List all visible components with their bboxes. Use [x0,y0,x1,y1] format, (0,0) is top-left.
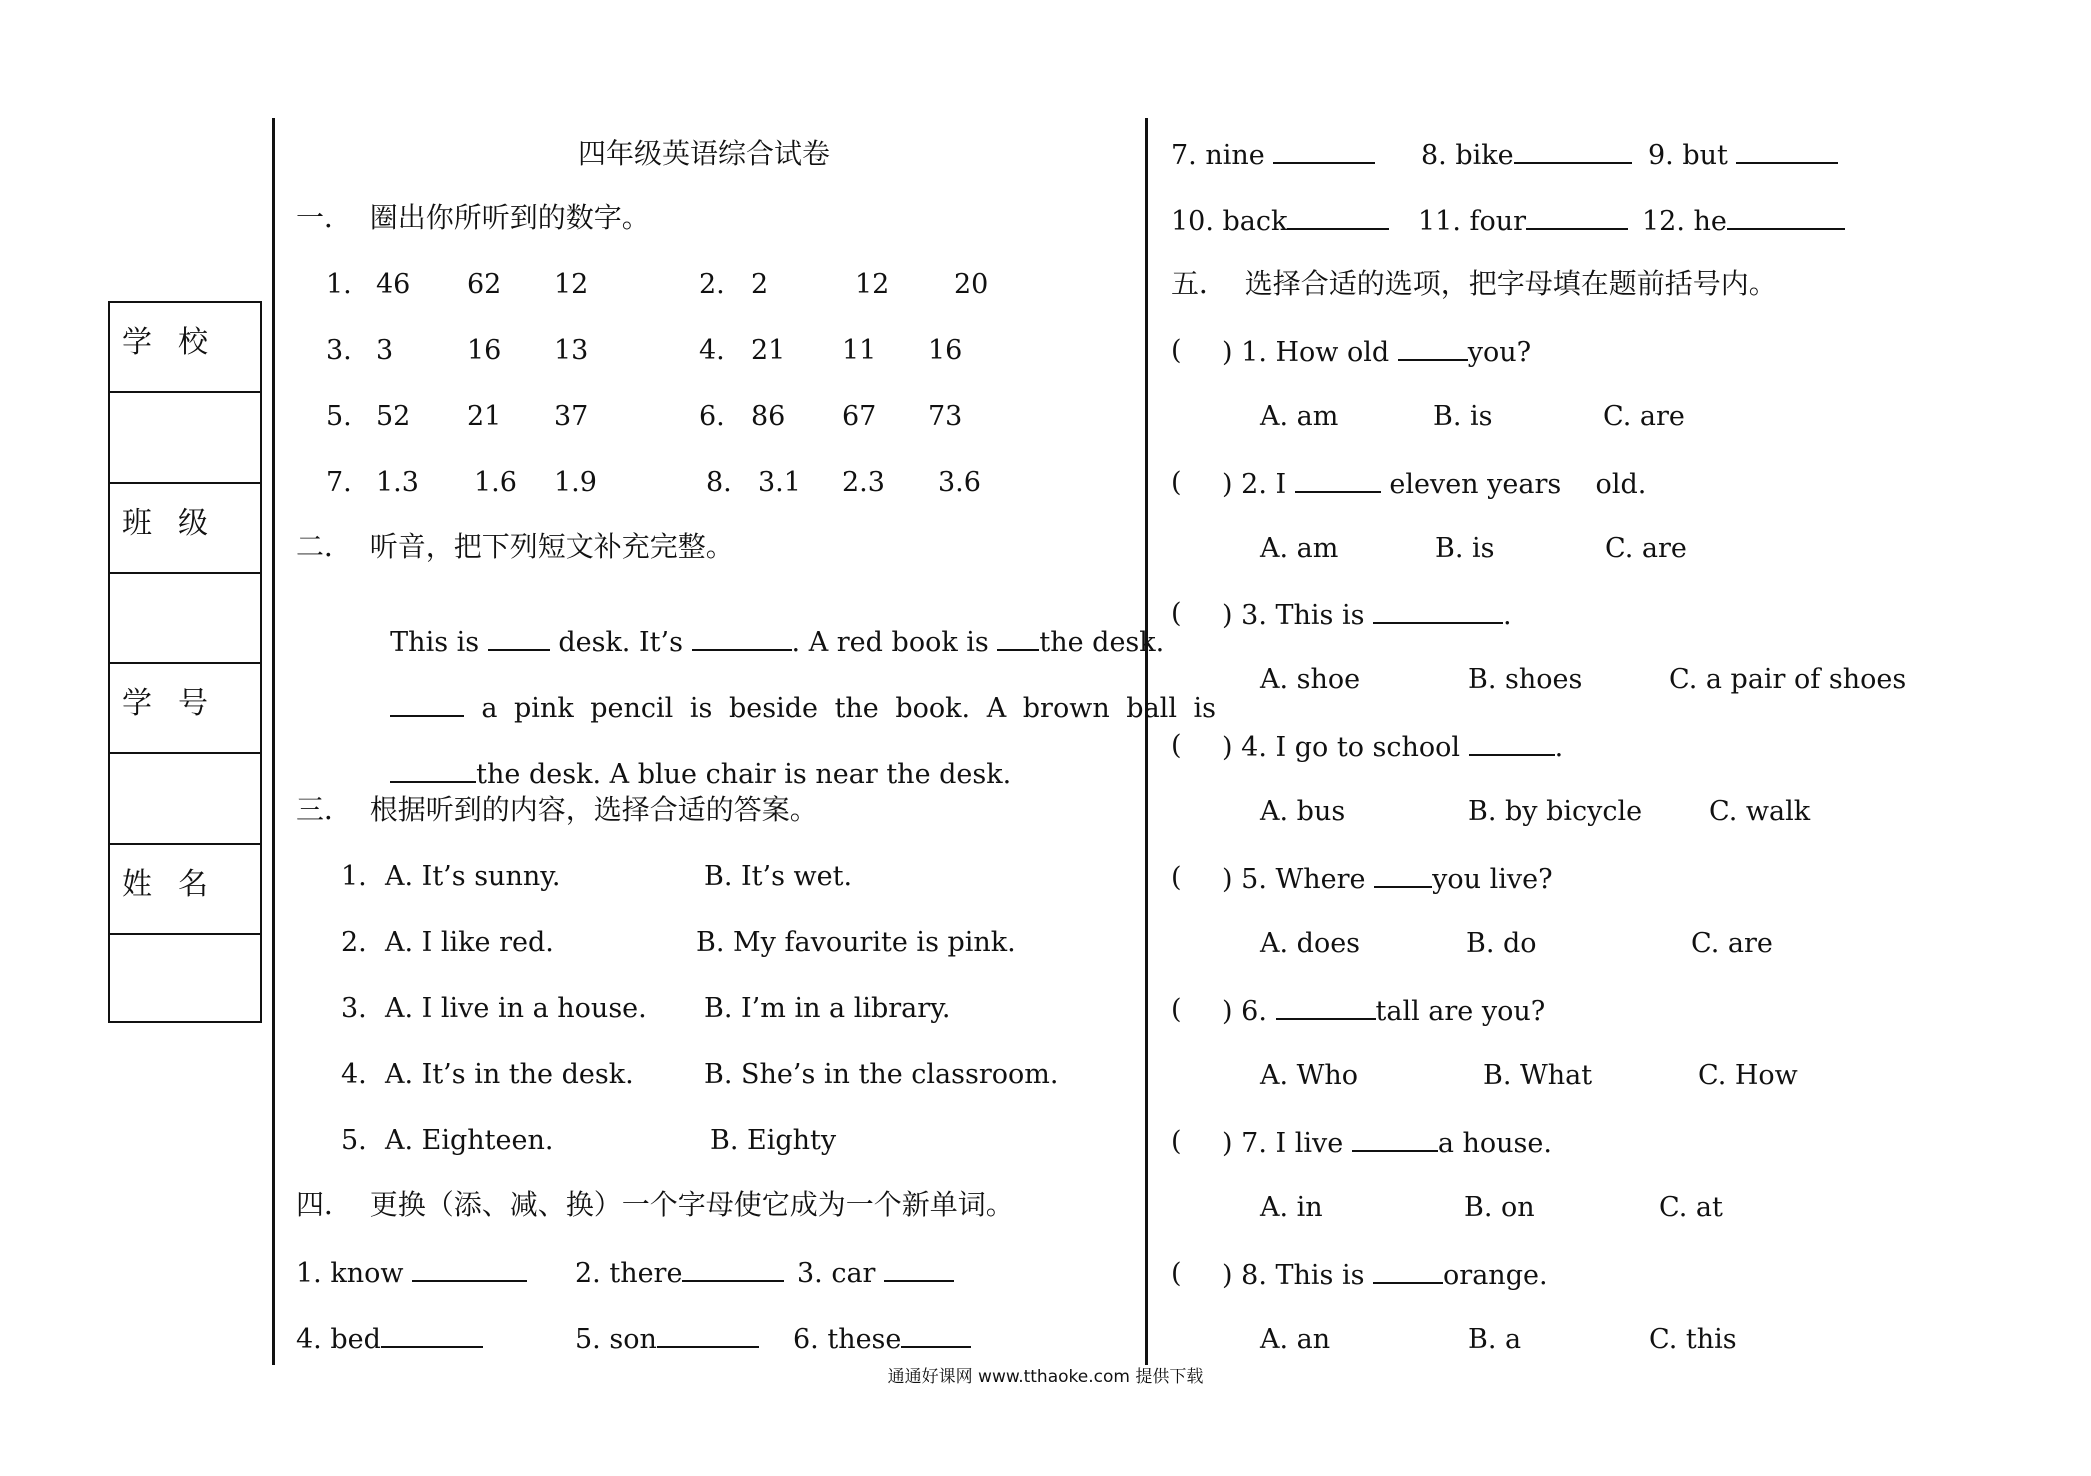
s3-item-4-num: 4. [341,1059,367,1090]
s5-q2-answer-slot[interactable] [1190,469,1220,495]
s1-row-3-opt: 21 [467,401,502,432]
s5-q6-option-a[interactable]: A. Who [1260,1060,1359,1091]
s3-item-2-a: A. I like red. [385,927,554,958]
s4-blank-4[interactable] [381,1324,483,1348]
s2-blank-2[interactable] [692,627,792,651]
s1-row-2-opt: 16 [928,335,963,366]
s3-item-1-b: B. It’s wet. [704,861,853,892]
info-name-field[interactable] [110,935,260,1025]
s5-q6-text: ) 6. tall are you? [1222,996,1546,1027]
s1-row-4-opt: 1.9 [554,467,597,498]
s5-q7-option-b[interactable]: B. on [1464,1192,1535,1223]
s4-word-4: 4. bed [296,1324,483,1353]
s5-q4-blank[interactable] [1469,732,1555,756]
s4-blank-3[interactable] [884,1258,954,1282]
s5-q8-option-b[interactable]: B. a [1468,1324,1522,1355]
s1-row-2-opt: 11 [842,335,877,366]
s5-q7-blank[interactable] [1352,1128,1438,1152]
s5-q2-blank[interactable] [1295,469,1381,493]
s5-q3-option-c[interactable]: C. a pair of shoes [1669,664,1907,695]
s5-q4-answer-slot[interactable] [1190,732,1220,758]
s2-line-3: the desk. A blue chair is near the desk. [373,732,1011,788]
page-title: 四年级英语综合试卷 [578,137,831,170]
s1-row-3-num-b: 6. [699,401,725,432]
s5-q5-option-a[interactable]: A. does [1260,928,1361,959]
footer-source: 通通好课网 www.tthaoke.com 提供下载 [887,1367,1204,1387]
s4-blank-8[interactable] [1514,140,1632,164]
s5-q6-answer-slot[interactable] [1190,996,1220,1022]
section-5-heading: 五． 选择合适的选项，把字母填在题前括号内。 [1171,267,1777,300]
info-name-label: 姓名 [110,845,260,935]
s5-q3-open-paren: ( [1171,598,1182,629]
s2-blank-3[interactable] [997,627,1039,651]
s1-row-1-opt: 12 [554,269,589,300]
s1-row-2-num-a: 3. [326,335,352,366]
s5-q2-option-c[interactable]: C. are [1605,533,1687,564]
s5-q5-blank[interactable] [1374,864,1432,888]
s1-row-2-opt: 3 [376,335,394,366]
s5-q6-open-paren: ( [1171,994,1182,1025]
s5-q8-open-paren: ( [1171,1258,1182,1289]
s5-q7-text: ) 7. I live a house. [1222,1128,1552,1159]
s5-q5-answer-slot[interactable] [1190,864,1220,890]
s5-q8-option-a[interactable]: A. an [1260,1324,1331,1355]
s4-blank-1[interactable] [412,1258,527,1282]
s5-q3-blank[interactable] [1373,600,1503,624]
s4-word-9: 9. but [1648,140,1838,169]
s3-item-2-num: 2. [341,927,367,958]
s2-line-2: a pink pencil is beside the book. A brown ball is [373,666,1216,722]
section-2-heading: 二． 听音，把下列短文补充完整。 [296,530,734,563]
s5-q6-option-c[interactable]: C. How [1698,1060,1798,1091]
s5-q3-text: ) 3. This is . [1222,600,1512,631]
s1-row-4-opt: 1.6 [474,467,517,498]
s5-q4-text: ) 4. I go to school . [1222,732,1564,763]
s1-row-2-num-b: 4. [699,335,725,366]
s5-q5-option-c[interactable]: C. are [1691,928,1773,959]
s1-row-3-opt: 37 [554,401,589,432]
s2-blank-1[interactable] [488,627,550,651]
s1-row-3-opt: 86 [751,401,786,432]
s4-blank-6[interactable] [901,1324,971,1348]
s5-q8-text: ) 8. This is orange. [1222,1260,1548,1291]
s5-q7-answer-slot[interactable] [1190,1128,1220,1154]
s5-q4-option-c[interactable]: C. walk [1709,796,1811,827]
s3-item-3-b: B. I’m in a library. [704,993,951,1024]
info-number-field[interactable] [110,754,260,844]
s1-row-4-opt: 1.3 [376,467,419,498]
s4-word-11: 11. four [1418,206,1628,235]
s3-item-3-a: A. I live in a house. [385,993,647,1024]
s5-q7-open-paren: ( [1171,1126,1182,1157]
s5-q3-option-a[interactable]: A. shoe [1260,664,1361,695]
s1-row-3-num-a: 5. [326,401,352,432]
info-class-label: 班级 [110,484,260,574]
s1-row-4-opt: 2.3 [842,467,885,498]
s5-q1-text: ) 1. How old you? [1222,337,1532,368]
section-3-heading: 三． 根据听到的内容，选择合适的答案。 [296,793,818,826]
s5-q2-open-paren: ( [1171,467,1182,498]
s5-q5-text: ) 5. Where you live? [1222,864,1553,895]
s5-q4-open-paren: ( [1171,730,1182,761]
s5-q4-option-b[interactable]: B. by bicycle [1468,796,1643,827]
s1-row-4-opt: 3.1 [758,467,801,498]
info-number-label: 学号 [110,664,260,754]
s1-row-4-opt: 3.6 [938,467,981,498]
s5-q1-blank[interactable] [1398,337,1468,361]
s3-item-5-a: A. Eighteen. [385,1125,554,1156]
s4-word-12: 12. he [1642,206,1845,235]
s1-row-4-num-a: 7. [326,467,352,498]
s1-row-1-opt: 2 [751,269,769,300]
s4-word-1: 1. know [296,1258,527,1287]
student-info-box [108,301,262,1023]
section-4-heading: 四． 更换（添、减、换）一个字母使它成为一个新单词。 [296,1188,1014,1221]
s4-blank-12[interactable] [1727,206,1845,230]
s1-row-1-opt: 12 [855,269,890,300]
info-class-field[interactable] [110,574,260,664]
s4-blank-2[interactable] [682,1258,784,1282]
s4-word-5: 5. son [575,1324,759,1353]
left-rule [272,118,275,1365]
s4-blank-5[interactable] [657,1324,759,1348]
s5-q8-option-c[interactable]: C. this [1649,1324,1737,1355]
s3-item-3-num: 3. [341,993,367,1024]
s1-row-1-opt: 62 [467,269,502,300]
s1-row-4-num-b: 8. [706,467,732,498]
s1-row-3-opt: 52 [376,401,411,432]
s3-item-1-a: A. It’s sunny. [385,861,561,892]
s5-q1-answer-slot[interactable] [1190,337,1220,363]
s1-row-2-opt: 16 [467,335,502,366]
s5-q1-open-paren: ( [1171,335,1182,366]
s4-word-7: 7. nine [1171,140,1375,169]
s1-row-1-num-b: 2. [699,269,725,300]
s5-q8-blank[interactable] [1373,1260,1443,1284]
s1-row-3-opt: 67 [842,401,877,432]
s5-q5-open-paren: ( [1171,862,1182,893]
s1-row-1-opt: 46 [376,269,411,300]
s5-q4-option-a[interactable]: A. bus [1260,796,1346,827]
s4-word-8: 8. bike [1421,140,1632,169]
s4-blank-11[interactable] [1526,206,1628,230]
s3-item-4-b: B. She’s in the classroom. [704,1059,1059,1090]
s4-word-3: 3. car [797,1258,954,1287]
s5-q2-option-a[interactable]: A. am [1260,533,1339,564]
s5-q2-text: ) 2. I eleven years old. [1222,469,1647,500]
s5-q3-option-b[interactable]: B. shoes [1468,664,1583,695]
s1-row-1-opt: 20 [954,269,989,300]
s5-q1-option-c[interactable]: C. are [1603,401,1685,432]
s4-word-10: 10. back [1171,206,1389,235]
s4-blank-9[interactable] [1736,140,1838,164]
s3-item-2-b: B. My favourite is pink. [696,927,1016,958]
info-school-field[interactable] [110,393,260,483]
center-rule [1145,118,1148,1365]
s1-row-2-opt: 21 [751,335,786,366]
s3-item-5-b: B. Eighty [710,1125,837,1156]
s5-q8-answer-slot[interactable] [1190,1260,1220,1286]
s5-q6-blank[interactable] [1276,996,1376,1020]
s5-q7-option-c[interactable]: C. at [1659,1192,1723,1223]
s3-item-4-a: A. It’s in the desk. [385,1059,634,1090]
s5-q1-option-a[interactable]: A. am [1260,401,1339,432]
s2-line-1: This is desk. It’s . A red book is the desk. [390,627,1165,658]
section-1-heading: 一． 圈出你所听到的数字。 [296,201,650,234]
s3-item-1-num: 1. [341,861,367,892]
info-school-label: 学校 [110,303,260,393]
s5-q6-option-b[interactable]: B. What [1483,1060,1593,1091]
s2-blank-4[interactable] [390,693,464,717]
s5-q1-option-b[interactable]: B. is [1433,401,1493,432]
s1-row-1-num-a: 1. [326,269,352,300]
s4-blank-7[interactable] [1273,140,1375,164]
s4-blank-10[interactable] [1287,206,1389,230]
s5-q2-option-b[interactable]: B. is [1435,533,1495,564]
s5-q5-option-b[interactable]: B. do [1466,928,1537,959]
s5-q7-option-a[interactable]: A. in [1260,1192,1323,1223]
s4-word-2: 2. there [575,1258,784,1287]
s4-word-6: 6. these [793,1324,971,1353]
s5-q3-answer-slot[interactable] [1190,600,1220,626]
s1-row-3-opt: 73 [928,401,963,432]
s1-row-2-opt: 13 [554,335,589,366]
s3-item-5-num: 5. [341,1125,367,1156]
s2-blank-5[interactable] [390,759,476,783]
